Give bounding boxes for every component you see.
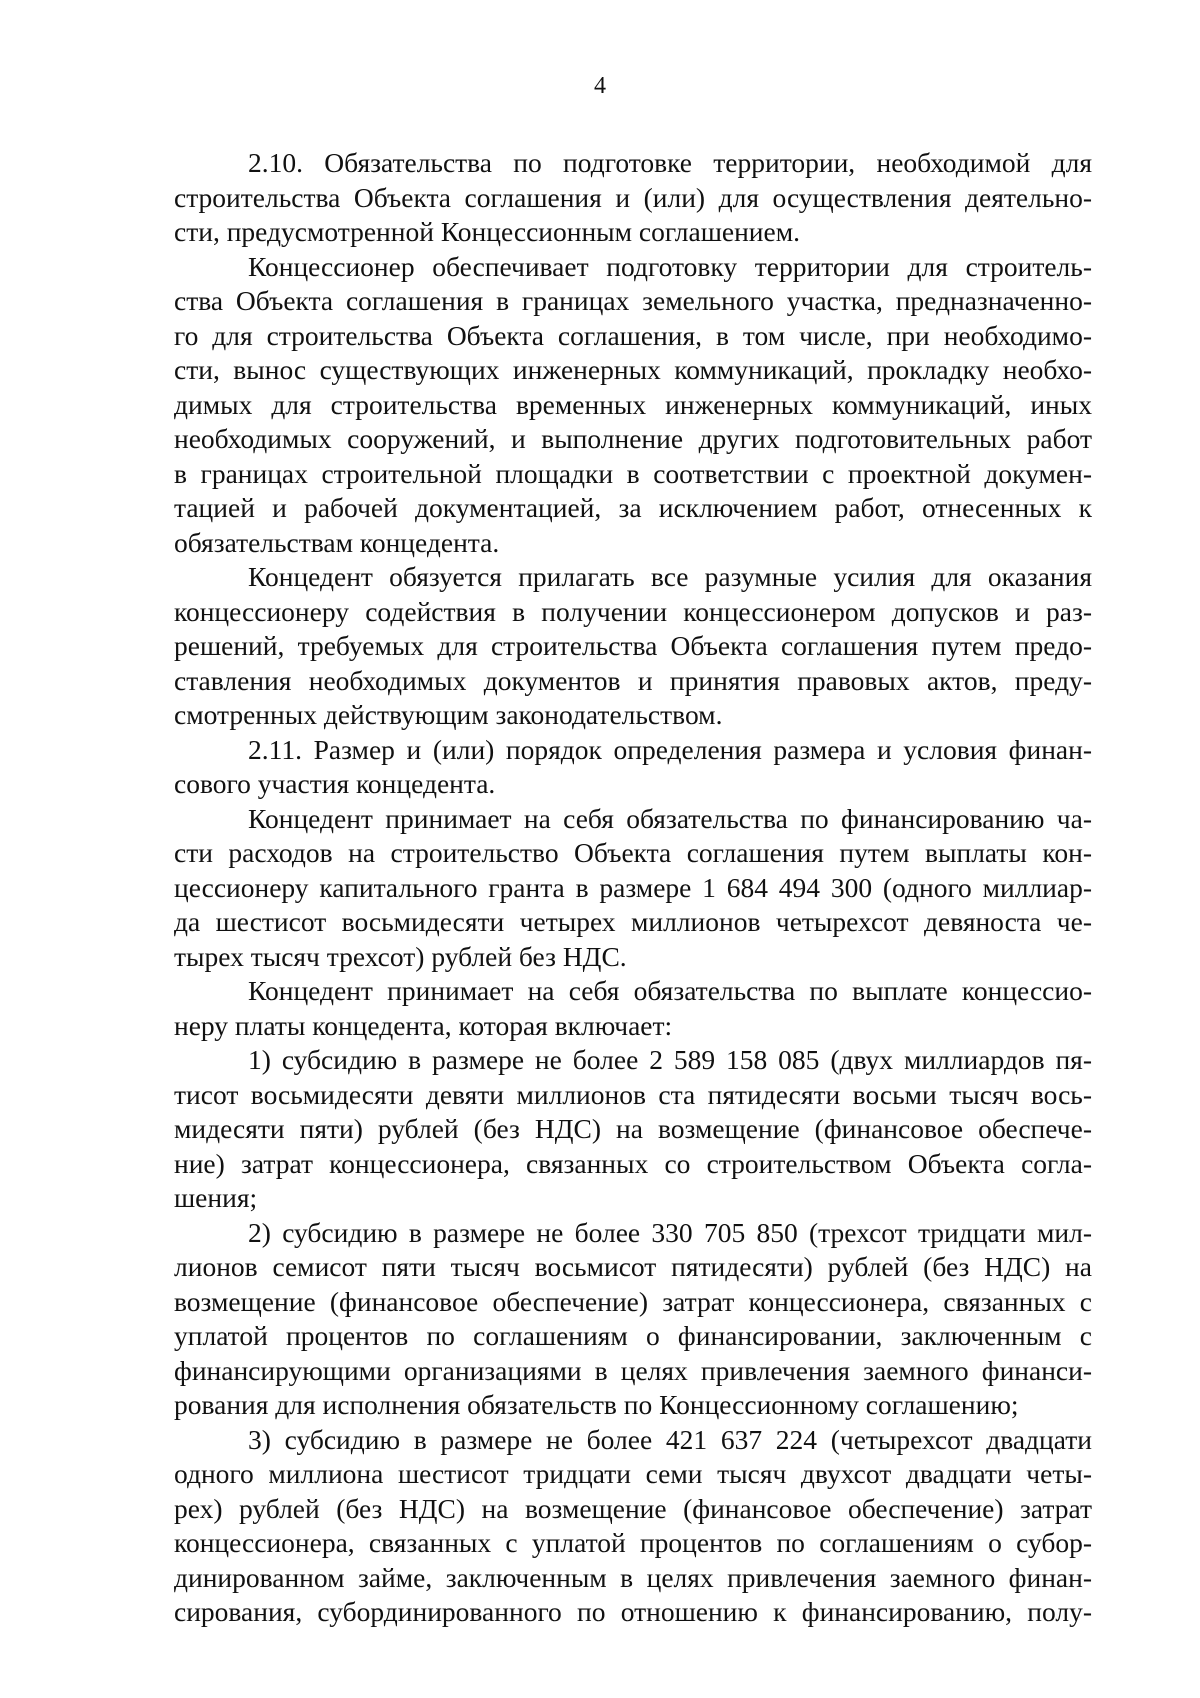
text-line: строительства Объекта соглашения и (или) для осуществления деятельно- bbox=[174, 181, 1092, 213]
paragraph-grantor-payment bbox=[174, 974, 1092, 1043]
text-line: ставления необходимых документов и принятия правовых актов, преду- bbox=[174, 664, 1092, 696]
text-line: динированном займе, заключенным в целях привлечения заемного финан- bbox=[174, 1561, 1092, 1593]
text-line: тацией и рабочей документацией, за исключением работ, отнесенных к bbox=[174, 492, 1092, 523]
text-line: 1) субсидию в размере не более 2 589 158 085 (двух миллиардов пя- bbox=[248, 1044, 1092, 1075]
text-line: Концессионер обеспечивает подготовку территории для строитель- bbox=[248, 250, 1092, 282]
document-body bbox=[174, 146, 1092, 1630]
text-line: финансирующими организациями в целях привлечения заемного финанси- bbox=[174, 1354, 1092, 1386]
text-line: концессионера, связанных с уплатой процентов по соглашениям о субор- bbox=[174, 1527, 1092, 1558]
page-number: 4 bbox=[594, 73, 606, 99]
text-line: возмещение (финансовое обеспечение) затрат концессионера, связанных с bbox=[174, 1285, 1092, 1317]
text-line: сти, вынос существующих инженерных коммуникаций, прокладку необхо- bbox=[174, 354, 1092, 385]
text-line: да шестисот восьмидесяти четырех миллионов четырехсот девяноста че- bbox=[174, 906, 1092, 937]
text-line: го для строительства Объекта соглашения, в том числе, при необходимо- bbox=[174, 319, 1092, 351]
text-line: сти расходов на строительство Объекта соглашения путем выплаты кон- bbox=[174, 837, 1092, 868]
text-line: рех) рублей (без НДС) на возмещение (финансовое обеспечение) затрат bbox=[174, 1492, 1092, 1524]
text-line: неру платы концедента, которая включает: bbox=[174, 1009, 673, 1041]
paragraph-concessionaire-prep bbox=[174, 250, 1092, 561]
text-line: рования для исполнения обязательств по Концессионному соглашению; bbox=[174, 1389, 1019, 1420]
paragraph-2-11-heading bbox=[174, 733, 1092, 802]
text-line: обязательствам концедента. bbox=[174, 526, 500, 558]
text-line: сти, предусмотренной Концессионным соглашением. bbox=[174, 216, 801, 247]
paragraph-item-2 bbox=[174, 1216, 1092, 1423]
text-line: сового участия концедента. bbox=[174, 768, 496, 799]
text-line: уплатой процентов по соглашениям о финансировании, заключенным с bbox=[174, 1320, 1092, 1351]
paragraph-item-1 bbox=[174, 1043, 1092, 1216]
text-line: 2.10. Обязательства по подготовке территории, необходимой для bbox=[248, 147, 1092, 178]
text-line: 2) субсидию в размере не более 330 705 850 (трехсот тридцати мил- bbox=[248, 1216, 1092, 1248]
paragraph-capital-grant bbox=[174, 802, 1092, 975]
text-line: смотренных действующим законодательством. bbox=[174, 699, 723, 730]
text-line: тисот восьмидесяти девяти миллионов ста пятидесяти восьми тысяч вось- bbox=[174, 1078, 1092, 1110]
text-line: в границах строительной площадки в соответствии с проектной докумен- bbox=[174, 457, 1092, 489]
paragraph-item-3 bbox=[174, 1423, 1092, 1630]
text-line: шения; bbox=[174, 1182, 258, 1213]
text-line: лионов семисот пяти тысяч восьмисот пятидесяти) рублей (без НДС) на bbox=[174, 1251, 1092, 1282]
text-line: Концедент принимает на себя обязательства по выплате концессио- bbox=[248, 975, 1092, 1006]
text-line: ние) затрат концессионера, связанных со строительством Объекта согла- bbox=[174, 1147, 1092, 1179]
text-line: сирования, субординированного по отношению к финансированию, полу- bbox=[174, 1596, 1092, 1627]
text-line: мидесяти пяти) рублей (без НДС) на возмещение (финансовое обеспече- bbox=[174, 1113, 1092, 1144]
text-line: цессионеру капитального гранта в размере 1 684 494 300 (одного миллиар- bbox=[174, 871, 1092, 903]
text-line: концессионеру содействия в получении концессионером допусков и раз- bbox=[174, 595, 1092, 627]
text-line: Концедент принимает на себя обязательства по финансированию ча- bbox=[248, 802, 1092, 834]
text-line: необходимых сооружений, и выполнение других подготовительных работ bbox=[174, 423, 1092, 454]
text-line: димых для строительства временных инженерных коммуникаций, иных bbox=[174, 388, 1092, 420]
text-line: тырех тысяч трехсот) рублей без НДС. bbox=[174, 940, 627, 972]
paragraph-grantor-assist bbox=[174, 560, 1092, 733]
text-line: решений, требуемых для строительства Объекта соглашения путем предо- bbox=[174, 630, 1092, 661]
text-line: одного миллиона шестисот тридцати семи тысяч двухсот двадцати четы- bbox=[174, 1458, 1092, 1489]
paragraph-2-10-heading bbox=[174, 146, 1092, 250]
text-line: ства Объекта соглашения в границах земельного участка, предназначенно- bbox=[174, 285, 1092, 316]
text-line: Концедент обязуется прилагать все разумные усилия для оказания bbox=[248, 561, 1092, 592]
text-line: 3) субсидию в размере не более 421 637 224 (четырехсот двадцати bbox=[248, 1423, 1092, 1455]
text-line: 2.11. Размер и (или) порядок определения размера и условия финан- bbox=[248, 733, 1092, 765]
